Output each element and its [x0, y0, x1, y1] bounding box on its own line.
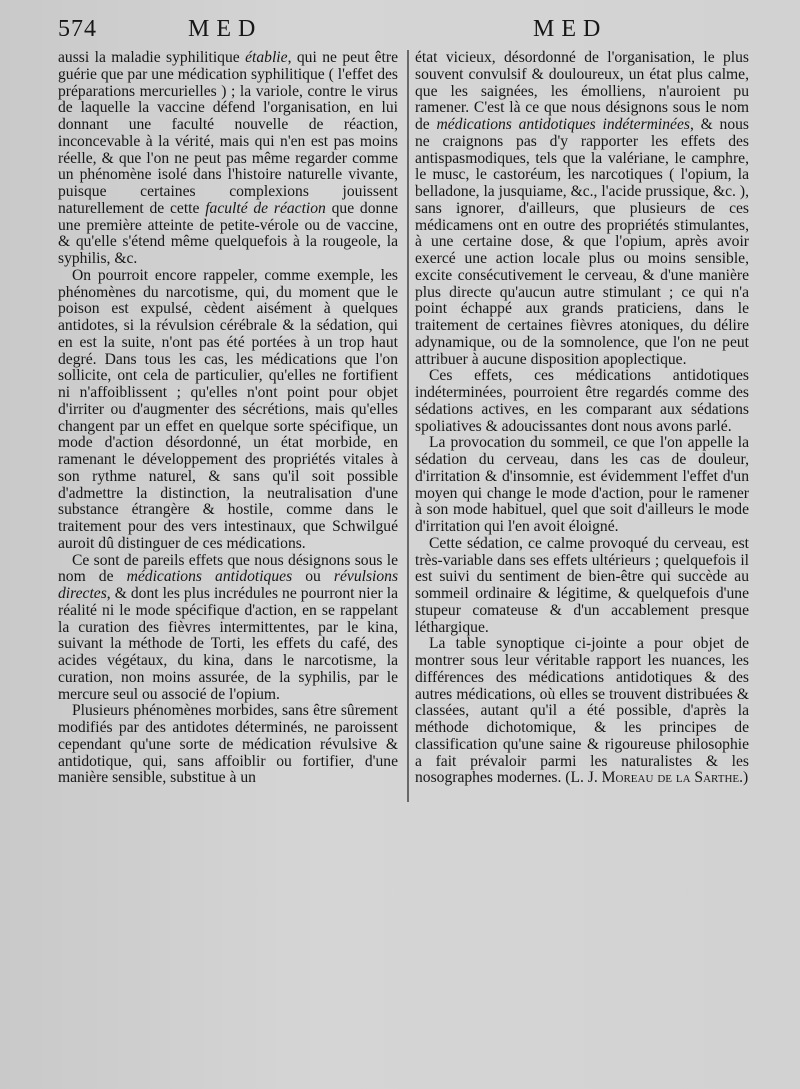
paragraph: Cette sédation, ce calme provoqué du cerveau, est très-variable dans ses effets ultérieurs ; quelquefois il est suivi du sentiment de bien-être qui succède au sommeil ordinaire & légitime, & quelquefois d'une stupeur comateuse & d'un accablement presque léthargique.: [415, 534, 749, 636]
paragraph: [415, 636, 749, 787]
text-run: que donne une première atteinte de petite-vérole ou de vaccine, & qu'elle s'étend même quelquefois à la rougeole, la syphilis, &c.: [58, 199, 399, 267]
italic-term: médications antidotiques: [126, 568, 293, 586]
left-column: [58, 50, 398, 787]
paragraph: [58, 553, 398, 704]
running-head-left: MED: [188, 16, 263, 42]
right-column: [415, 50, 749, 787]
paragraph: Plusieurs phénomènes morbides, sans être sûrement modifiés par des antidotes déterminés, ne paroissent cependant qu'une sorte de médication révulsive & antidotique, qui, sans affoiblir ou fortifier, d'une manière sensible, substitue à un: [58, 702, 398, 787]
text-run: , & nous ne craignons pas d'y rapporter les effets des antispasmodiques, tels que la valériane, le camphre, le musc, le castoréum, les narcotiques ( l'opium, la belladone, la jusquiame, &c., l'acide prussique, &c. ), sans ignorer, d'ailleurs, que plusieurs de ces médicamens ont en outre des propriétés stimulantes, à une certaine dose, & que l'opium, après avoir exercé une action locale plus ou moins sensible, excite consécutivement le cerveau, & d'une manière plus directe qu'aucun autre stimulant ; ce qui n'a point échappé aux grands praticiens, dans le traitement de certaines fièvres atoniques, du délire adynamique, ou de la somnolence, que l'on ne peut attribuer à aucune disposition apoplectique.: [415, 116, 749, 368]
paragraph: [58, 50, 398, 268]
italic-term: révulsions directes: [58, 568, 399, 602]
italic-term: médications antidotiques indéterminées: [436, 116, 690, 133]
author-signature: (L. J. Moreau de la Sarthe.): [565, 769, 749, 787]
text-run: , qui ne peut être guérie que par une médication syphilitique ( l'effet des préparations mercurielles ) ; la variole, contre le virus de laquelle la vaccine défend l'organisation, en lui donnant une faculté nouvelle de réaction, inconcevable à la vérité, mais qui n'en est pas moins réelle, & que l'on ne peut pas même regarder comme un phénomène isolé dans l'histoire naturelle vivante, puisque certaines complexions jouissent naturellement de cette: [58, 49, 399, 217]
paragraph: Ces effets, ces médications antidotiques indéterminées, pourroient être regardés comme des sédations actives, en les comparant aux sédations spoliatives & adoucissantes dont nous avons parlé.: [415, 367, 749, 435]
paragraph: On pourroit encore rappeler, comme exemple, les phénomènes du narcotisme, qui, du moment que le poison est expulsé, cèdent aisément à quelques antidotes, si la révulsion cérébrale & la sédation, qui en est la suite, n'ont pas été portées à un trop haut degré. Dans tous les cas, les médications que l'on sollicite, ont cela de particulier, qu'elles ne fortifient ni n'affoiblissent ; qu'elles n'ont point pour objet d'irriter ou d'augmenter des sécrétions, mais qu'elles changent par un effet en quelque sorte spécifique, un mode d'action désordonné, un état morbide, en ramenant le développement des propriétés vitales à son rythme naturel, & sans qu'il soit possible d'admettre la distinction, la neutralisation d'une substance étrangère & hostile, comme dans le traitement pour des vers intestinaux, que Schwilgué auroit dû distinguer de ces médications.: [58, 266, 398, 552]
page-header: [58, 14, 760, 48]
text-run: aussi la maladie syphilitique: [58, 49, 246, 66]
italic-term: faculté de réaction: [205, 199, 326, 217]
paragraph: [415, 50, 749, 368]
italic-term: établie: [245, 49, 288, 66]
text-run: état vicieux, désordonné de l'organisation, le plus souvent convulsif & douloureux, un état plus calme, que les saignées, les émolliens, n'auroient pu ramener. C'est là ce que nous désignons sous le nom de: [415, 49, 749, 133]
column-divider: [407, 50, 409, 802]
paragraph: La provocation du sommeil, ce que l'on appelle la sédation du cerveau, dans les cas de douleur, d'irritation & d'insomnie, est évidemment l'effet d'un moyen qui change le mode d'action, pour le ramener à son mode habituel, quel que soit d'ailleurs le mode d'irritation qui l'en avoit éloigné.: [415, 434, 749, 535]
text-run: ou: [292, 568, 334, 586]
running-head-right: MED: [533, 16, 608, 42]
page-number: 574: [58, 16, 97, 42]
text-run: , & dont les plus incrédules ne pourront nier la réalité ni le mode spécifique d'action, en se rappelant la curation des fièvres intermittentes, par le kina, suivant la méthode de Torti, les effets du café, des acides végétaux, du kina, dans le narcotisme, la curation, non moins assurée, de la syphilis, par le mercure seul ou associé de l'opium.: [58, 585, 398, 703]
text-run: La table synoptique ci-jointe a pour objet de montrer sous leur véritable rapport les nuances, les différences des médications antidotiques & des autres médications, où elles se trouvent distribuées & classées, autant qu'il a été possible, d'après la méthode dichotomique, & les principes de classification qu'une saine & rigoureuse philosophie a fait prévaloir parmi les naturalistes & les nosographes modernes.: [415, 635, 749, 787]
text-run: Ce sont de pareils effets que nous désignons sous le nom de: [58, 551, 398, 586]
